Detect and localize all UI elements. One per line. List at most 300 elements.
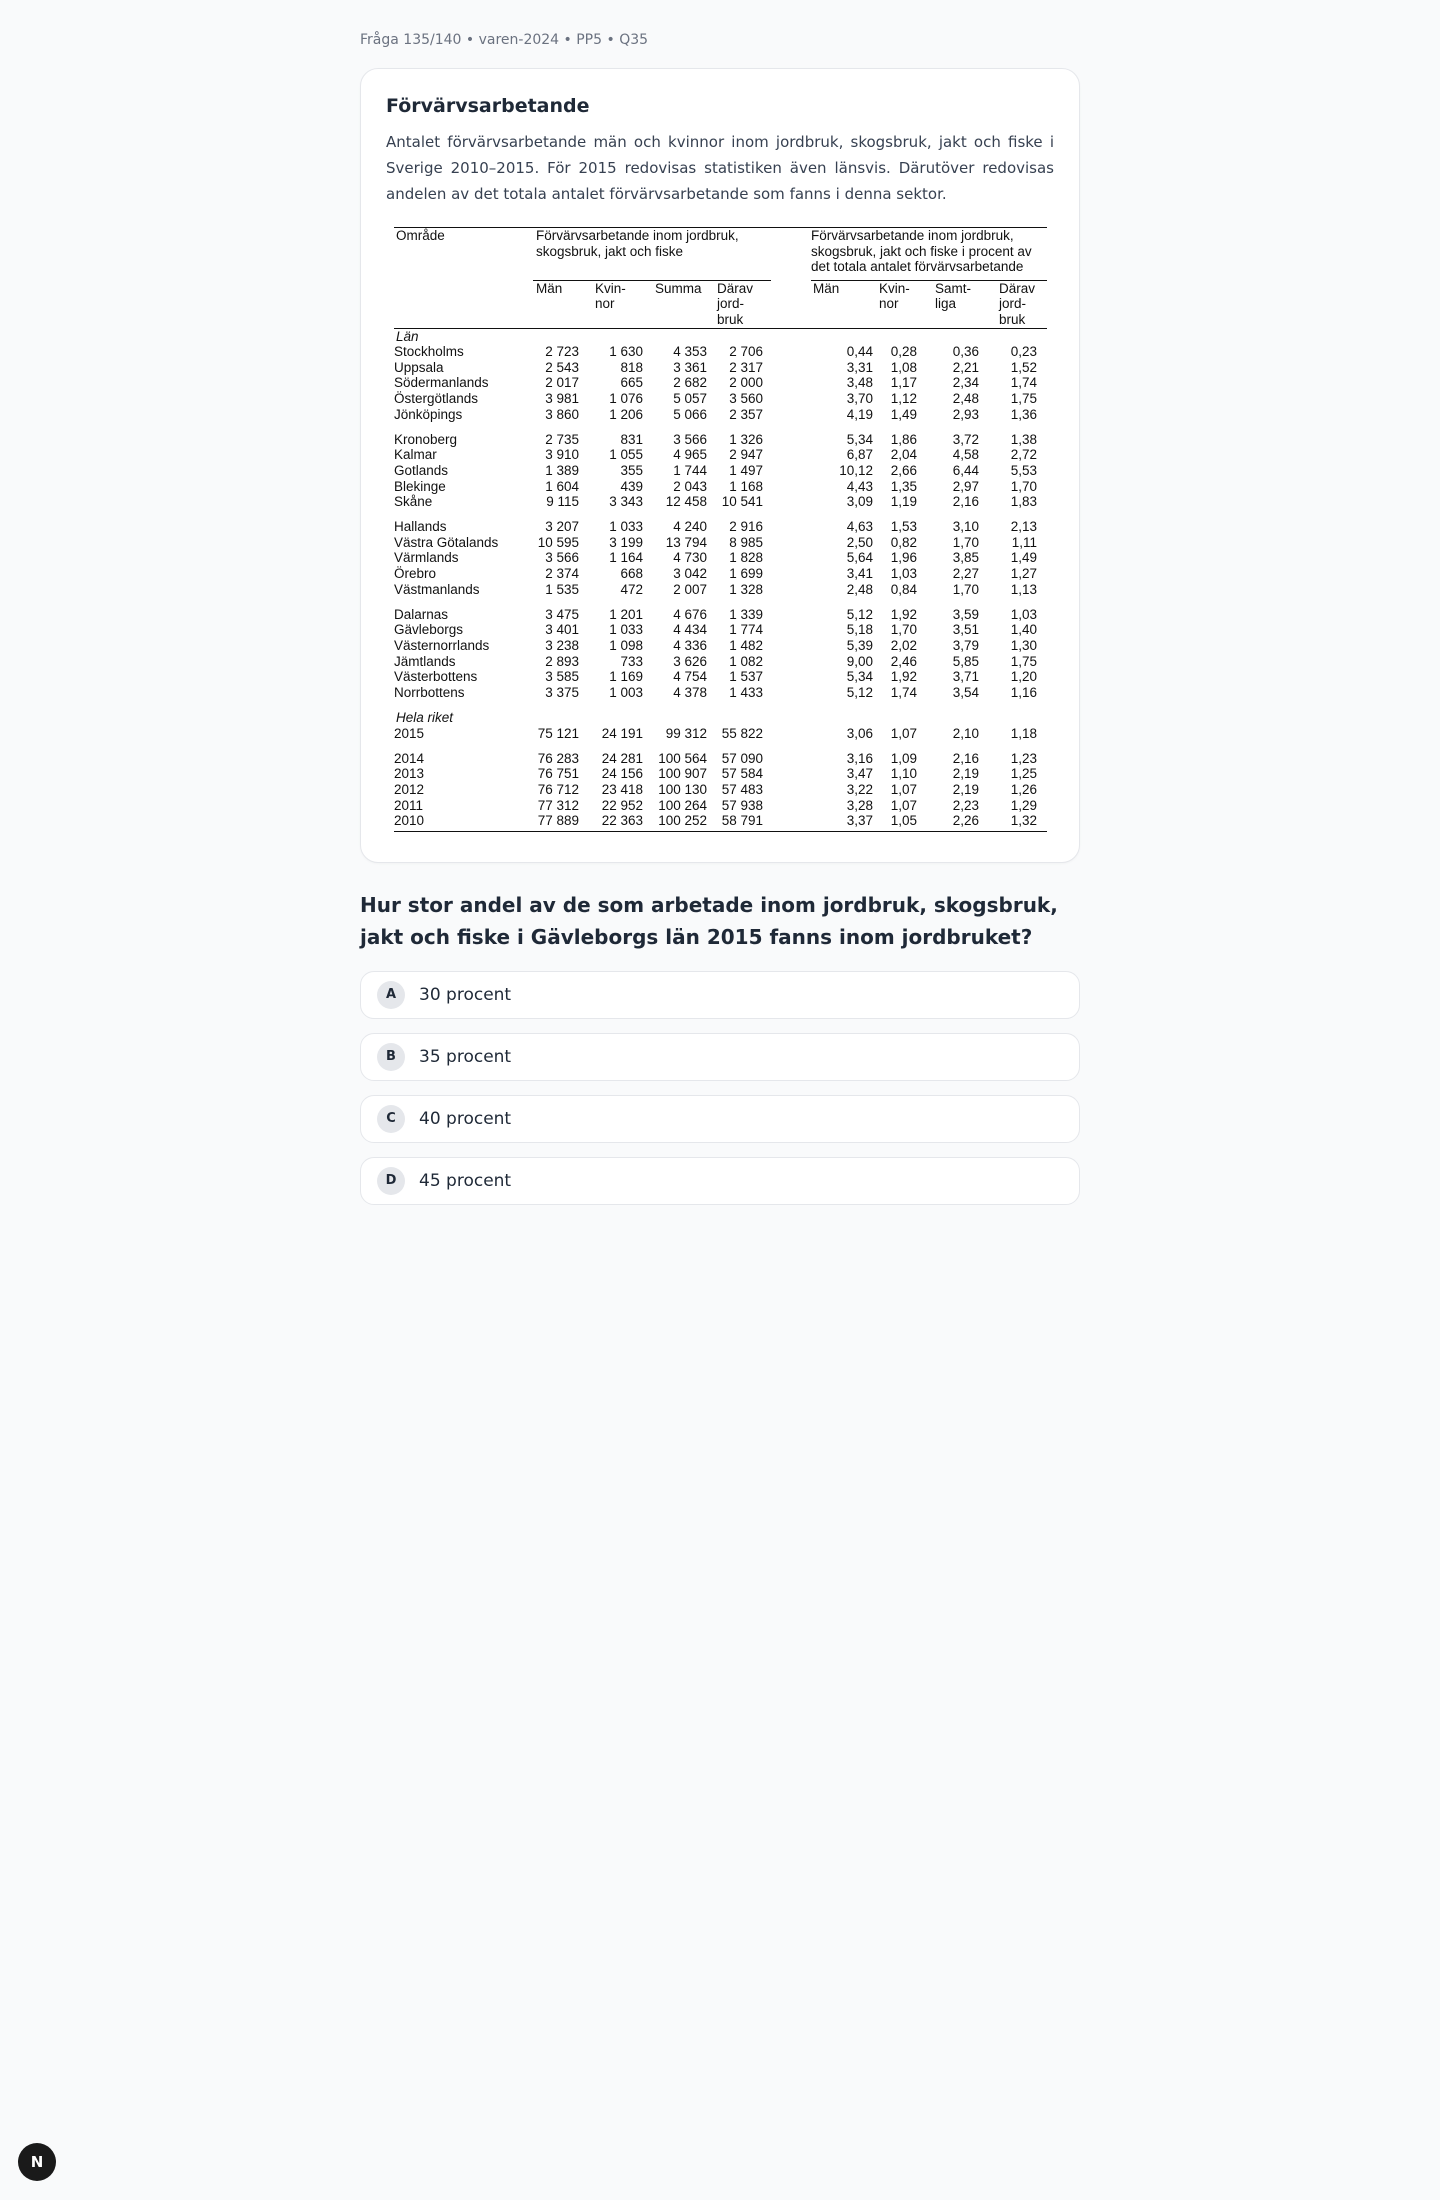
table-cell: 5 066 <box>673 406 707 422</box>
table-cell: 3 566 <box>545 550 579 566</box>
table-cell: 1,09 <box>890 750 917 766</box>
row-label: 2012 <box>394 781 425 797</box>
table-cell: 3,71 <box>952 669 979 685</box>
table-cell: 10 595 <box>537 534 579 550</box>
table-cell: 2,26 <box>933 813 995 831</box>
option-text: 40 procent <box>419 1108 512 1129</box>
table-cell: 1,53 <box>890 519 917 535</box>
table-cell: 5 057 <box>673 390 707 406</box>
option-text: 30 procent <box>419 984 512 1005</box>
table-cell: 1,38 <box>1010 431 1037 447</box>
table-cell: 3,48 <box>846 375 873 391</box>
table-row <box>394 566 1047 582</box>
table-cell: 5,18 <box>846 622 873 638</box>
table-cell: 2 735 <box>545 431 579 447</box>
table-cell: 0,28 <box>890 344 917 360</box>
table-cell: 2,21 <box>952 359 979 375</box>
table-cell: 2,93 <box>952 406 979 422</box>
table-cell: 2,50 <box>846 534 873 550</box>
table-cell: 2,48 <box>846 581 873 597</box>
table-cell: 57 483 <box>721 781 763 797</box>
table-row <box>394 654 1047 670</box>
table-cell: 2,04 <box>890 447 917 463</box>
table-cell: 2 017 <box>545 375 579 391</box>
table-cell: 2 893 <box>545 653 579 669</box>
statistics-table <box>394 227 1047 832</box>
table-row <box>394 432 1047 448</box>
table-cell: 3 343 <box>609 494 643 510</box>
table-cell: 1 433 <box>729 684 763 700</box>
table-row <box>394 479 1047 495</box>
table-cell: 2,19 <box>952 781 979 797</box>
header-pct-women: Kvin-nor <box>873 280 933 328</box>
table-cell: 1 537 <box>729 669 763 685</box>
table-cell: 4,63 <box>846 519 873 535</box>
table-cell: 3,22 <box>846 781 873 797</box>
table-cell: 1 326 <box>729 431 763 447</box>
table-cell: 1,86 <box>890 431 917 447</box>
header-pct-total: Samt-liga <box>933 280 995 328</box>
table-cell: 3,10 <box>952 519 979 535</box>
table-cell: 4 434 <box>673 622 707 638</box>
table-cell: 57 938 <box>721 797 763 813</box>
table-cell: 1,03 <box>1010 606 1037 622</box>
table-cell: 2,66 <box>890 462 917 478</box>
table-cell: 1,05 <box>873 813 933 831</box>
table-cell: 1,52 <box>1010 359 1037 375</box>
table-row <box>394 685 1047 701</box>
table-cell: 1 699 <box>729 566 763 582</box>
table-cell: 1 744 <box>673 462 707 478</box>
row-label: Kronoberg <box>394 431 458 447</box>
table-cell: 1 206 <box>609 406 643 422</box>
row-label: Norrbottens <box>394 684 465 700</box>
table-cell: 1 630 <box>609 344 643 360</box>
table-cell: 831 <box>620 431 643 447</box>
table-cell: 3,47 <box>846 766 873 782</box>
table-cell: 3 860 <box>545 406 579 422</box>
option-letter: C <box>377 1105 405 1133</box>
table-section-label: Hela riket <box>396 710 454 725</box>
row-label: Gävleborgs <box>394 622 464 638</box>
row-label: Östergötlands <box>394 390 479 406</box>
table-cell: 1 164 <box>609 550 643 566</box>
table-cell: 2,23 <box>952 797 979 813</box>
table-cell: 3,70 <box>846 390 873 406</box>
table-cell: 100 907 <box>658 766 707 782</box>
table-cell: 24 281 <box>601 750 643 766</box>
table-cell: 6,44 <box>952 462 979 478</box>
table-cell: 1,83 <box>1010 494 1037 510</box>
table-row <box>394 582 1047 598</box>
table-cell: 1,96 <box>890 550 917 566</box>
table-cell: 10,12 <box>839 462 873 478</box>
table-cell: 8 985 <box>729 534 763 550</box>
table-row <box>394 447 1047 463</box>
header-group-counts: Förvärvsarbetande inom jordbruk, skogsbruk, jakt och fiske <box>533 228 771 280</box>
table-cell: 2 947 <box>729 447 763 463</box>
table-cell: 3,06 <box>846 725 873 741</box>
table-cell: 3 361 <box>673 359 707 375</box>
table-cell: 1,25 <box>1010 766 1037 782</box>
table-cell: 1,74 <box>890 684 917 700</box>
table-cell: 3,37 <box>811 813 873 831</box>
table-cell: 3 981 <box>545 390 579 406</box>
table-cell: 1,27 <box>1010 566 1037 582</box>
table-cell: 5,12 <box>846 606 873 622</box>
table-cell: 2,13 <box>1010 519 1037 535</box>
table-cell: 100 252 <box>643 813 707 831</box>
table-cell: 77 312 <box>537 797 579 813</box>
row-label: Blekinge <box>394 478 446 494</box>
table-row <box>394 375 1047 391</box>
table-cell: 3 566 <box>673 431 707 447</box>
table-cell: 1 828 <box>729 550 763 566</box>
table-cell: 2 317 <box>729 359 763 375</box>
question-text: Hur stor andel av de som arbetade inom jordbruk, skogsbruk, jakt och fiske i Gävleborgs län 2015 fanns inom jordbruket? <box>360 892 1058 949</box>
table-cell: 1 033 <box>609 519 643 535</box>
table-cell: 3 199 <box>609 534 643 550</box>
table-cell: 3 042 <box>673 566 707 582</box>
table-row <box>394 813 1047 831</box>
row-label: Dalarnas <box>394 606 449 622</box>
table-cell: 0,44 <box>846 344 873 360</box>
table-cell: 3,16 <box>846 750 873 766</box>
table-cell: 4 336 <box>673 638 707 654</box>
table-cell: 1 082 <box>729 653 763 669</box>
table-row <box>394 407 1047 423</box>
table-cell: 1,30 <box>1010 638 1037 654</box>
option-text: 35 procent <box>419 1046 512 1067</box>
option-text: 45 procent <box>419 1170 512 1191</box>
table-cell: 1,70 <box>1010 478 1037 494</box>
table-cell: 1,49 <box>890 406 917 422</box>
table-row <box>394 391 1047 407</box>
table-cell: 3,79 <box>952 638 979 654</box>
table-cell: 3 560 <box>729 390 763 406</box>
table-cell: 1,07 <box>890 725 917 741</box>
table-cell: 75 121 <box>537 725 579 741</box>
table-cell: 1 003 <box>609 684 643 700</box>
info-card <box>360 68 1080 863</box>
table-cell: 4 240 <box>673 519 707 535</box>
row-label: Kalmar <box>394 447 437 463</box>
row-label: Södermanlands <box>394 375 489 391</box>
table-cell: 3 401 <box>545 622 579 638</box>
header-pct-agri: Därav jord-bruk <box>995 280 1047 328</box>
table-cell: 58 791 <box>707 813 771 831</box>
table-cell: 3 626 <box>673 653 707 669</box>
table-cell: 3,28 <box>846 797 873 813</box>
table-cell: 4,43 <box>846 478 873 494</box>
table-cell: 5,39 <box>846 638 873 654</box>
option-letter: B <box>377 1043 405 1071</box>
table-cell: 665 <box>620 375 643 391</box>
table-cell: 1,26 <box>1010 781 1037 797</box>
row-label: 2011 <box>394 797 424 813</box>
table-cell: 818 <box>620 359 643 375</box>
table-cell: 1,23 <box>1010 750 1037 766</box>
table-cell: 1,70 <box>952 534 979 550</box>
table-cell: 23 418 <box>601 781 643 797</box>
table-cell: 1 604 <box>545 478 579 494</box>
table-cell: 4,58 <box>952 447 979 463</box>
table-cell: 733 <box>620 653 643 669</box>
table-cell: 4 965 <box>673 447 707 463</box>
table-cell: 100 564 <box>658 750 707 766</box>
table-cell: 1,29 <box>1010 797 1037 813</box>
table-cell: 3 207 <box>545 519 579 535</box>
table-cell: 2 916 <box>729 519 763 535</box>
table-cell: 3,85 <box>952 550 979 566</box>
header-women: Kvin-nor <box>579 280 643 328</box>
table-cell: 5,12 <box>846 684 873 700</box>
option-a[interactable] <box>360 971 1080 1019</box>
table-section-label: Län <box>396 328 419 344</box>
table-cell: 57 090 <box>721 750 763 766</box>
table-cell: 2 007 <box>673 581 707 597</box>
table-cell: 1,19 <box>890 494 917 510</box>
table-row <box>394 669 1047 685</box>
table-cell: 2,02 <box>890 638 917 654</box>
table-cell: 5,85 <box>952 653 979 669</box>
table-cell: 3 238 <box>545 638 579 654</box>
option-letter: D <box>377 1167 405 1195</box>
table-cell: 2,16 <box>952 750 979 766</box>
table-row <box>394 782 1047 798</box>
header-area: Område <box>394 228 533 281</box>
row-label: 2015 <box>394 725 425 741</box>
table-cell: 9 115 <box>546 494 579 510</box>
table-row <box>394 535 1047 551</box>
table-cell: 1 535 <box>545 581 579 597</box>
table-cell: 2,72 <box>1010 447 1037 463</box>
table-cell: 1 201 <box>609 606 643 622</box>
page-content <box>360 0 1080 1205</box>
table-cell: 1,70 <box>952 581 979 597</box>
table-cell: 4 378 <box>673 684 707 700</box>
table-cell: 1,07 <box>890 797 917 813</box>
table-cell: 76 712 <box>537 781 579 797</box>
row-label: Jönköpings <box>394 406 463 422</box>
table-cell: 2,34 <box>952 375 979 391</box>
answer-options <box>360 971 1080 1205</box>
table-cell: 2 682 <box>673 375 707 391</box>
header-group-percent: Förvärvsarbetande inom jordbruk, skogsbruk, jakt och fiske i procent av det totala antalet förvärvsarbetande <box>811 228 1047 280</box>
table-cell: 3 585 <box>545 669 579 685</box>
app-badge[interactable]: N <box>18 2143 56 2181</box>
row-label: Hallands <box>394 519 447 535</box>
table-cell: 2,48 <box>952 390 979 406</box>
table-cell: 1,13 <box>1010 581 1037 597</box>
table-cell: 1 098 <box>609 638 643 654</box>
table-cell: 1,75 <box>1010 653 1037 669</box>
table-row <box>394 550 1047 566</box>
table-cell: 99 312 <box>665 725 707 741</box>
table-cell: 5,34 <box>846 431 873 447</box>
question-meta: Fråga 135/140 • varen-2024 • PP5 • Q35 <box>360 32 649 48</box>
table-row <box>394 519 1047 535</box>
table-cell: 2 043 <box>673 478 707 494</box>
table-cell: 0,84 <box>890 581 917 597</box>
table-cell: 4 754 <box>673 669 707 685</box>
table-cell: 24 191 <box>601 725 643 741</box>
row-label: 2014 <box>394 750 425 766</box>
table-cell: 100 130 <box>658 781 707 797</box>
table-row <box>394 344 1047 360</box>
option-b[interactable] <box>360 1033 1080 1081</box>
table-cell: 3 375 <box>545 684 579 700</box>
table-cell: 100 264 <box>658 797 707 813</box>
table-cell: 12 458 <box>665 494 707 510</box>
table-cell: 24 156 <box>601 766 643 782</box>
table-cell: 3,72 <box>952 431 979 447</box>
table-cell: 1,70 <box>890 622 917 638</box>
table-cell: 0,82 <box>890 534 917 550</box>
table-cell: 1,03 <box>890 566 917 582</box>
row-label: 2013 <box>394 766 425 782</box>
table-cell: 1,11 <box>1011 534 1037 550</box>
row-label: Västerbottens <box>394 669 478 685</box>
table-cell: 3,54 <box>952 684 979 700</box>
table-cell: 1,36 <box>1010 406 1037 422</box>
table-cell: 1 339 <box>729 606 763 622</box>
table-cell: 1 076 <box>609 390 643 406</box>
row-label: Jämtlands <box>394 653 456 669</box>
table-cell: 0,36 <box>952 344 979 360</box>
table-cell: 57 584 <box>721 766 763 782</box>
table-cell: 76 751 <box>537 766 579 782</box>
card-description: Antalet förvärvsarbetande män och kvinnor inom jordbruk, skogsbruk, jakt och fiske i Sverige 2010–2015. För 2015 redovisas statistiken även länsvis. Därutöver redovisas andelen av det totala antalet förvärvsarbetande som fanns i denna sektor. <box>386 133 1054 203</box>
table-row <box>394 726 1047 742</box>
row-label: Stockholms <box>394 344 464 360</box>
table-cell: 22 363 <box>579 813 643 831</box>
table-cell: 3 475 <box>545 606 579 622</box>
table-cell: 2,97 <box>952 478 979 494</box>
table-cell: 1,35 <box>890 478 917 494</box>
table-cell: 2 357 <box>729 406 763 422</box>
table-cell: 1,49 <box>1010 550 1037 566</box>
table-cell: 4 676 <box>673 606 707 622</box>
row-label: Värmlands <box>394 550 459 566</box>
table-cell: 1,92 <box>890 606 917 622</box>
header-sum: Summa <box>643 280 707 328</box>
table-cell: 1 033 <box>609 622 643 638</box>
table-cell: 2,10 <box>952 725 979 741</box>
table-cell: 668 <box>620 566 643 582</box>
table-cell: 2 543 <box>545 359 579 375</box>
table-cell: 1,92 <box>890 669 917 685</box>
table-cell: 2 000 <box>729 375 763 391</box>
table-cell: 1,12 <box>890 390 917 406</box>
row-label: Örebro <box>394 566 437 582</box>
option-d[interactable] <box>360 1157 1080 1205</box>
table-cell: 439 <box>620 478 643 494</box>
table-cell: 13 794 <box>665 534 707 550</box>
table-cell: 76 283 <box>537 750 579 766</box>
table-row <box>394 463 1047 479</box>
table-cell: 3,09 <box>846 494 873 510</box>
row-label: Västra Götalands <box>394 534 499 550</box>
table-row <box>394 622 1047 638</box>
table-cell: 1,17 <box>890 375 917 391</box>
table-cell: 3 910 <box>545 447 579 463</box>
table-cell: 1,10 <box>890 766 917 782</box>
option-letter: A <box>377 981 405 1009</box>
table-cell: 4 353 <box>673 344 707 360</box>
table-cell: 1 774 <box>729 622 763 638</box>
header-men: Män <box>533 280 579 328</box>
table-cell: 2,27 <box>952 566 979 582</box>
table-cell: 2,46 <box>890 653 917 669</box>
table-cell: 1,75 <box>1010 390 1037 406</box>
table-cell: 4,19 <box>846 406 873 422</box>
header-pct-men: Män <box>811 280 873 328</box>
table-cell: 2 723 <box>545 344 579 360</box>
table-cell: 3,51 <box>952 622 979 638</box>
header-agri: Därav jord-bruk <box>707 280 771 328</box>
table-cell: 77 889 <box>533 813 579 831</box>
table-cell: 22 952 <box>601 797 643 813</box>
table-cell: 2,19 <box>952 766 979 782</box>
table-cell: 1 169 <box>609 669 643 685</box>
row-label: Skåne <box>394 494 433 510</box>
table-cell: 2,16 <box>952 494 979 510</box>
table-cell: 1 482 <box>729 638 763 654</box>
table-cell: 2 374 <box>545 566 579 582</box>
table-cell: 1 168 <box>729 478 763 494</box>
row-label: 2010 <box>394 813 533 831</box>
table-row <box>394 766 1047 782</box>
table-row <box>394 798 1047 814</box>
table-cell: 1,16 <box>1010 684 1037 700</box>
table-row <box>394 360 1047 376</box>
table-cell: 1 497 <box>729 462 763 478</box>
table-row <box>394 638 1047 654</box>
table-cell: 5,64 <box>846 550 873 566</box>
row-label: Uppsala <box>394 359 444 375</box>
option-c[interactable] <box>360 1095 1080 1143</box>
table-cell: 3,59 <box>952 606 979 622</box>
table-cell: 2 706 <box>729 344 763 360</box>
table-cell: 4 730 <box>673 550 707 566</box>
table-row <box>394 751 1047 767</box>
table-cell: 1,32 <box>995 813 1047 831</box>
table-cell: 1 055 <box>609 447 643 463</box>
row-label: Västmanlands <box>394 581 480 597</box>
table-cell: 5,34 <box>846 669 873 685</box>
table-row <box>394 494 1047 510</box>
table-cell: 1,07 <box>890 781 917 797</box>
table-cell: 9,00 <box>846 653 873 669</box>
table-cell: 3,31 <box>846 359 873 375</box>
table-cell: 1 328 <box>729 581 763 597</box>
table-cell: 1,20 <box>1010 669 1037 685</box>
row-label: Gotlands <box>394 462 449 478</box>
table-cell: 1,08 <box>890 359 917 375</box>
table-cell: 5,53 <box>1010 462 1037 478</box>
table-cell: 55 822 <box>721 725 763 741</box>
table-cell: 1,40 <box>1010 622 1037 638</box>
table-cell: 1,18 <box>1010 725 1037 741</box>
table-cell: 10 541 <box>721 494 763 510</box>
table-cell: 0,23 <box>1010 344 1037 360</box>
table-cell: 472 <box>620 581 643 597</box>
card-title: Förvärvsarbetande <box>386 95 590 117</box>
table-cell: 1,74 <box>1010 375 1037 391</box>
table-cell: 1 389 <box>545 462 579 478</box>
table-cell: 3,41 <box>846 566 873 582</box>
